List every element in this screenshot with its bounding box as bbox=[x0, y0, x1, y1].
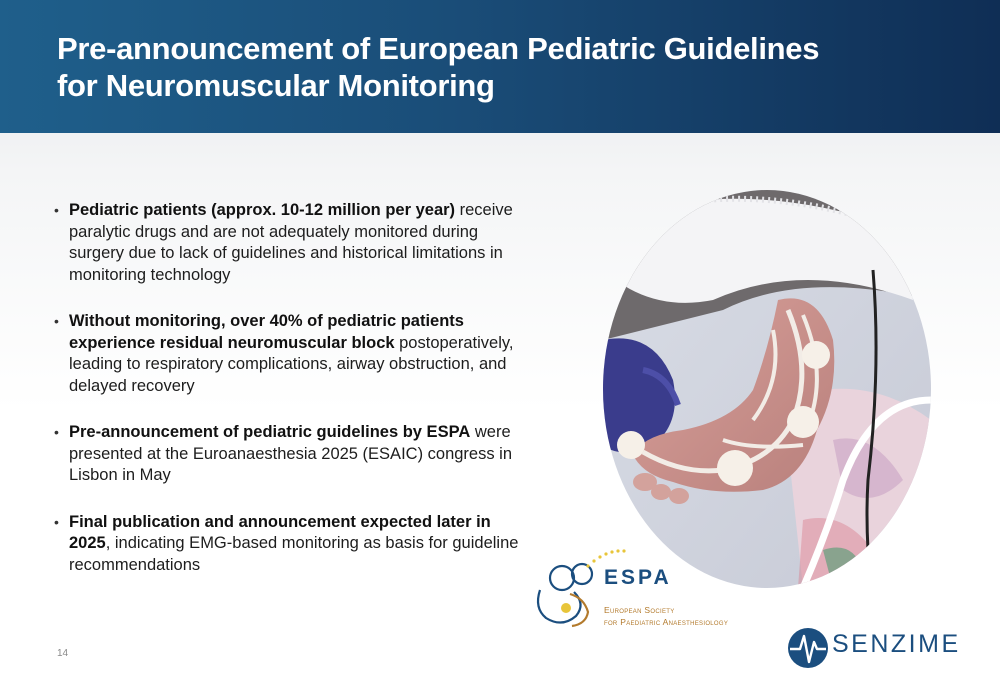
espa-logo-name: ESPA bbox=[604, 566, 672, 589]
title-banner bbox=[0, 0, 1000, 133]
bullet-text: were presented at the Euroanaesthesia 2025 (ESAIC) congress in Lisbon in May bbox=[69, 423, 513, 484]
page-number: 14 bbox=[57, 648, 69, 659]
bullet-item bbox=[52, 512, 522, 577]
infant-foot-photo bbox=[603, 190, 931, 588]
infant-foot-with-sensor-photo-icon bbox=[603, 190, 931, 588]
bullet-list bbox=[52, 200, 522, 601]
espa-full-name bbox=[604, 604, 728, 628]
bullet-emphasis: Final publication and announcement expected later in 2025 bbox=[69, 512, 491, 552]
bullet-item bbox=[52, 311, 522, 397]
bullet-icon: • bbox=[54, 202, 59, 218]
bullet-icon: • bbox=[54, 313, 59, 329]
bullet-text: receive paralytic drugs and are not adequately monitored during surgery due to lack of guidelines and historical limitations in monitoring technology bbox=[69, 201, 513, 284]
bullet-icon: • bbox=[54, 424, 59, 440]
bullet-item bbox=[52, 422, 522, 487]
slide-title-line-1: Pre-announcement of European Pediatric Guidelines bbox=[57, 31, 820, 66]
espa-full-name-line-1: European Society bbox=[604, 605, 675, 615]
bullet-icon: • bbox=[54, 513, 59, 530]
bullet-emphasis: Pre-announcement of pediatric guidelines by ESPA bbox=[69, 423, 471, 441]
senzime-logo-name: SENZIME bbox=[832, 630, 961, 658]
bullet-emphasis: Pediatric patients (approx. 10-12 million per year) bbox=[69, 201, 456, 219]
espa-full-name-line-2: for Paediatric Anaesthesiology bbox=[604, 617, 729, 627]
bullet-text: , indicating EMG-based monitoring as basis for guideline recommendations bbox=[69, 534, 519, 574]
slide-title-line-2: for Neuromuscular Monitoring bbox=[57, 68, 495, 103]
slide-title bbox=[57, 30, 917, 104]
bullet-text: postoperatively, leading to respiratory complications, airway obstruction, and delayed recovery bbox=[69, 333, 514, 395]
bullet-item bbox=[52, 200, 522, 286]
bullet-emphasis: Without monitoring, over 40% of pediatric patients experience residual neuromuscular block bbox=[69, 312, 464, 352]
